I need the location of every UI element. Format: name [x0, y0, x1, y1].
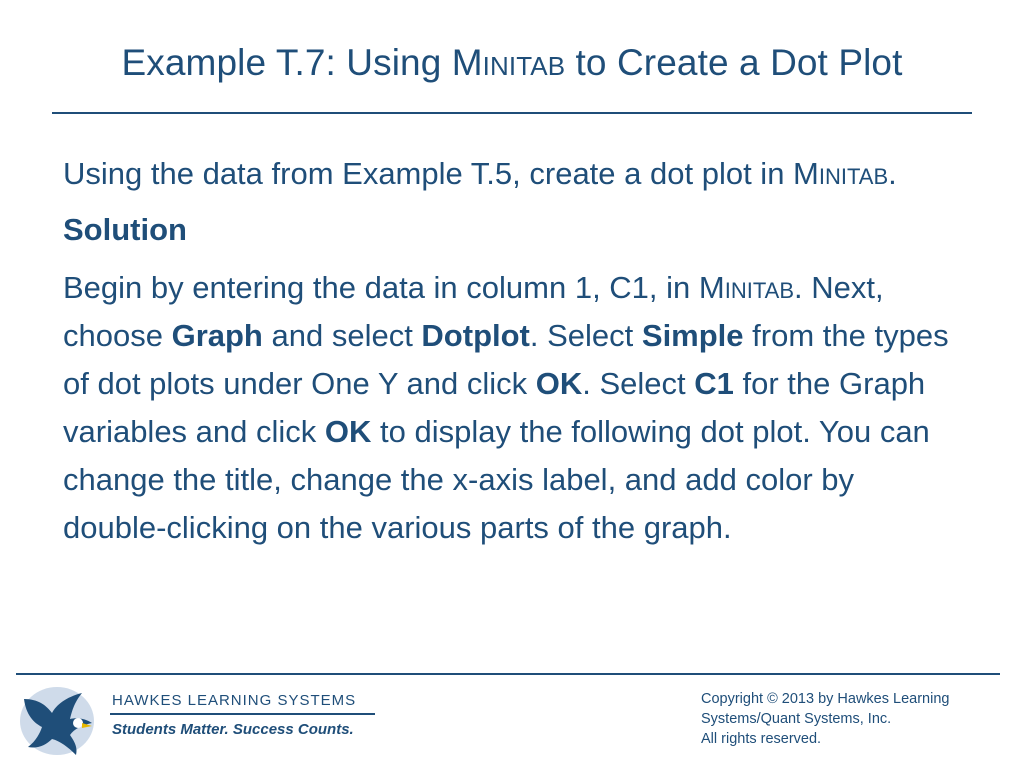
copyright-line: Systems/Quant Systems, Inc.	[701, 711, 892, 727]
footer-divider	[16, 673, 1000, 675]
brand-divider	[110, 713, 375, 715]
solution-heading: Solution	[63, 212, 187, 247]
slide-body	[63, 150, 963, 552]
solution-paragraph: Begin by entering the data in column 1, C1, in Minitab. Next, choose Graph and select Dotplot. Select Simple from the types of dot plots under One Y and click OK. Select C1 for the Graph variables and click OK to display the following dot plot. You can change the title, change the x-axis label, and add color by double-clicking on the various parts of the graph.	[63, 270, 949, 545]
title-divider	[52, 112, 972, 114]
intro-paragraph: Using the data from Example T.5, create a dot plot in Minitab.	[63, 156, 897, 191]
copyright-notice	[701, 689, 1011, 749]
eagle-logo-icon	[16, 683, 98, 759]
brand-name: HAWKES LEARNING SYSTEMS	[112, 692, 357, 709]
copyright-line: All rights reserved.	[701, 731, 822, 747]
copyright-line: Copyright © 2013 by Hawkes Learning	[701, 691, 950, 707]
brand-tagline: Students Matter. Success Counts.	[112, 721, 354, 738]
slide-title: Example T.7: Using Minitab to Create a Dot Plot	[121, 42, 903, 83]
